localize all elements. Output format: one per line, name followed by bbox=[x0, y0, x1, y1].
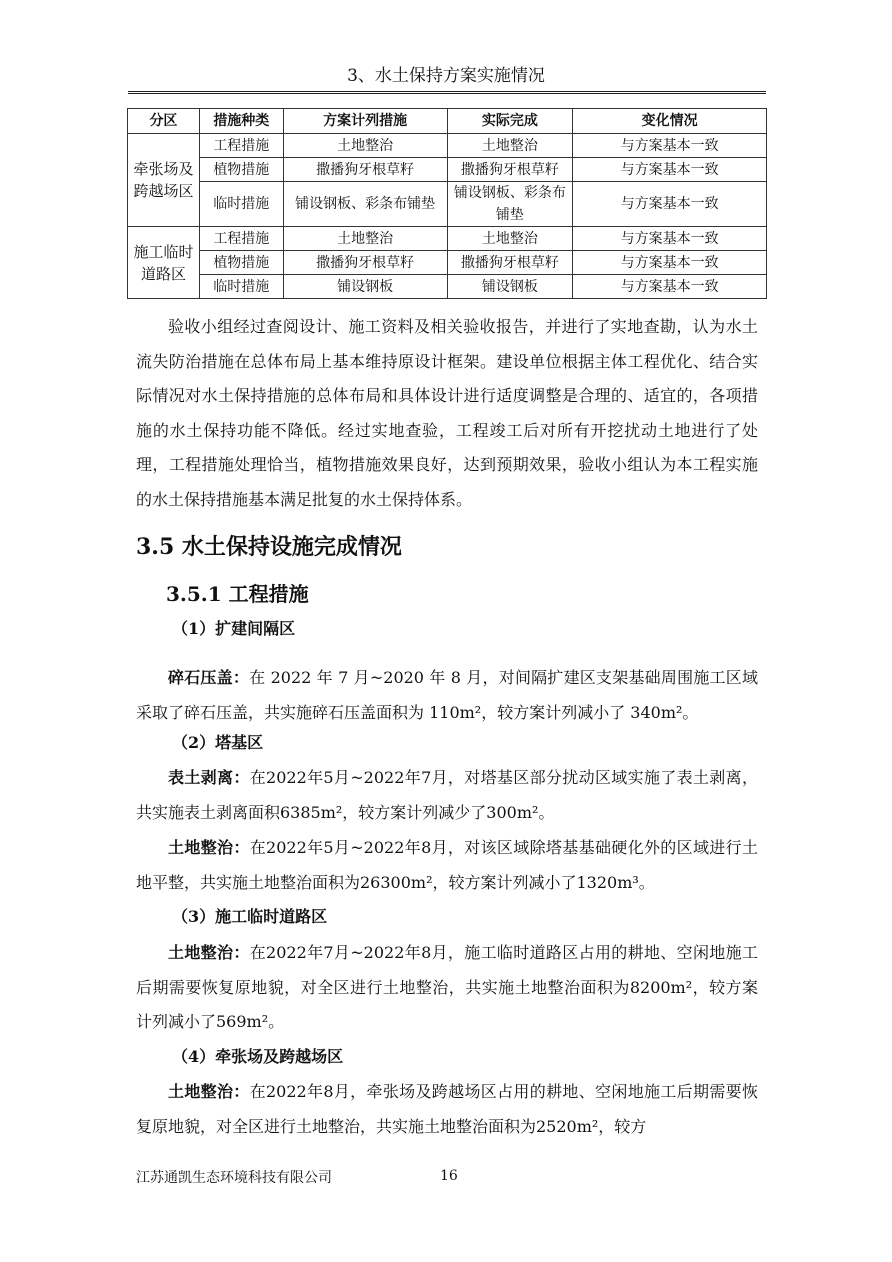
table-cell: 撒播狗牙根草籽 bbox=[283, 158, 447, 182]
column-header: 措施种类 bbox=[199, 109, 283, 134]
subsection-heading: 3.5.1 工程措施 bbox=[166, 582, 309, 606]
item-heading: （4）牵张场及跨越场区 bbox=[172, 1047, 344, 1066]
table-cell: 撒播狗牙根草籽 bbox=[447, 158, 573, 182]
table-cell: 铺设钢板、彩条布铺垫 bbox=[283, 182, 447, 227]
table-row bbox=[128, 134, 767, 158]
measure-paragraph bbox=[136, 761, 758, 830]
measure-lead: 土地整治： bbox=[168, 838, 250, 857]
table-cell: 与方案基本一致 bbox=[573, 158, 767, 182]
page-number: 16 bbox=[440, 1168, 458, 1184]
column-header: 变化情况 bbox=[573, 109, 767, 134]
table-cell: 土地整治 bbox=[447, 134, 573, 158]
running-header: 3、水土保持方案实施情况 bbox=[347, 66, 545, 86]
table-cell: 临时措施 bbox=[199, 182, 283, 227]
table-cell: 临时措施 bbox=[199, 275, 283, 299]
section-heading: 3.5 水土保持设施完成情况 bbox=[136, 534, 402, 560]
table-cell: 铺设钢板、彩条布铺垫 bbox=[447, 182, 573, 227]
item-heading: （3）施工临时道路区 bbox=[172, 907, 328, 926]
header-rule bbox=[128, 91, 766, 94]
table-cell: 与方案基本一致 bbox=[573, 251, 767, 275]
measure-lead: 土地整治： bbox=[168, 1082, 250, 1101]
table-cell: 与方案基本一致 bbox=[573, 275, 767, 299]
table-cell: 土地整治 bbox=[447, 227, 573, 251]
measure-text: 在2022年8月，牵张场及跨越场区占用的耕地、空闲地施工后期需要恢复原地貌，对全区进行土地整治，共实施土地整治面积为2520m²，较方 bbox=[136, 1082, 758, 1136]
table-cell: 植物措施 bbox=[199, 251, 283, 275]
table-cell: 植物措施 bbox=[199, 158, 283, 182]
footer-company: 江苏通凯生态环境科技有限公司 bbox=[136, 1170, 332, 1186]
measure-paragraph bbox=[136, 936, 758, 1040]
table-cell: 土地整治 bbox=[283, 227, 447, 251]
table-cell: 工程措施 bbox=[199, 134, 283, 158]
zone-cell: 牵张场及跨越场区 bbox=[128, 134, 200, 227]
table-row bbox=[128, 227, 767, 251]
measure-text: 在2022年5月~2022年7月，对塔基区部分扰动区域实施了表土剥离，共实施表土剥离面积6385m²，较方案计列减少了300m²。 bbox=[136, 768, 758, 822]
table-row bbox=[128, 275, 767, 299]
column-header: 实际完成 bbox=[447, 109, 573, 134]
measures-table bbox=[127, 108, 767, 299]
measure-paragraph bbox=[136, 661, 758, 730]
acceptance-paragraph: 验收小组经过查阅设计、施工资料及相关验收报告，并进行了实地查勘，认为水土流失防治措施在总体布局上基本维持原设计框架。建设单位根据主体工程优化、结合实际情况对水土保持措施的总体布局和具体设计进行适度调整是合理的、适宜的，各项措施的水土保持功能不降低。经过实地查验，工程竣工后对所有开挖扰动土地进行了处理，工程措施处理恰当，植物措施效果良好，达到预期效果，验收小组认为本工程实施的水土保持措施基本满足批复的水土保持体系。 bbox=[136, 317, 758, 509]
table-cell: 工程措施 bbox=[199, 227, 283, 251]
column-header: 分区 bbox=[128, 109, 200, 134]
table-cell: 与方案基本一致 bbox=[573, 227, 767, 251]
zone-cell: 施工临时道路区 bbox=[128, 227, 200, 299]
table-row bbox=[128, 158, 767, 182]
measure-text: 在2022年5月~2022年8月，对该区域除塔基基础硬化外的区域进行土地平整，共实施土地整治面积为26300m²，较方案计列减小了1320m³。 bbox=[136, 838, 758, 892]
table-cell: 撒播狗牙根草籽 bbox=[283, 251, 447, 275]
measure-text: 在2022年7月~2022年8月，施工临时道路区占用的耕地、空闲地施工后期需要恢复原地貌，对全区进行土地整治，共实施土地整治面积为8200m²，较方案计列减小了569m²。 bbox=[136, 943, 758, 1031]
table-cell: 与方案基本一致 bbox=[573, 182, 767, 227]
table-cell: 土地整治 bbox=[283, 134, 447, 158]
table-cell: 铺设钢板 bbox=[283, 275, 447, 299]
item-heading: （1）扩建间隔区 bbox=[172, 619, 296, 638]
measure-paragraph bbox=[136, 1075, 758, 1144]
item-heading: （2）塔基区 bbox=[172, 733, 264, 752]
table-row bbox=[128, 251, 767, 275]
measure-lead: 表土剥离： bbox=[168, 768, 250, 787]
table-row bbox=[128, 182, 767, 227]
measure-paragraph bbox=[136, 831, 758, 900]
table-cell: 撒播狗牙根草籽 bbox=[447, 251, 573, 275]
table-cell: 与方案基本一致 bbox=[573, 134, 767, 158]
table-header-row bbox=[128, 109, 767, 134]
table-cell: 铺设钢板 bbox=[447, 275, 573, 299]
column-header: 方案计列措施 bbox=[283, 109, 447, 134]
measure-lead: 碎石压盖： bbox=[168, 668, 250, 687]
measure-text: 在 2022 年 7 月~2020 年 8 月，对间隔扩建区支架基础周围施工区域采取了碎石压盖，共实施碎石压盖面积为 110m²，较方案计列减小了 340m²。 bbox=[136, 668, 758, 722]
measure-lead: 土地整治： bbox=[168, 943, 250, 962]
